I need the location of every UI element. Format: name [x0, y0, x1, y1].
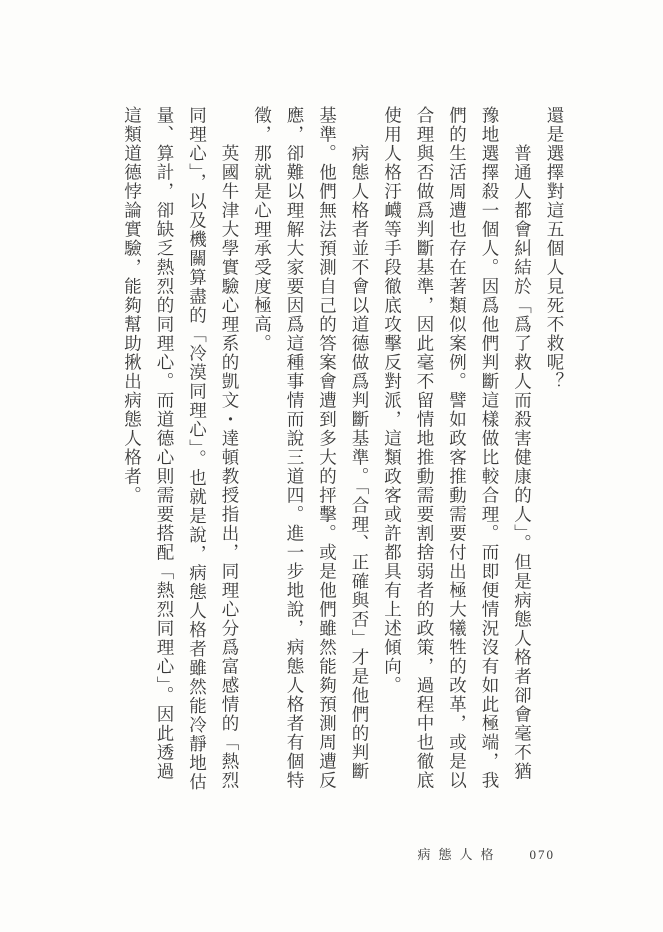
paragraph: 普通人都會糾結於「爲了救人而殺害健康的人」。但是病態人格者卻會毫不猶豫地選擇殺一個人。因爲他們判斷這樣做比較合理。而即便情況沒有如此極端，我們的生活周遭也存在著類似案例。譬如政客推動需要付出極大犧牲的改革，或是以合理與否做爲判斷基準，因此毫不留情地推動需要割捨弱者的政策，過程中也徹底使用人格汙衊等手段徹底攻擊反對派，這類政客或許都具有上述傾向。: [382, 106, 533, 790]
paragraph-question: 還是選擇對這五個人見死不救呢？: [545, 106, 565, 391]
page-footer: [417, 844, 555, 863]
running-title: 病態人格: [417, 847, 502, 862]
paragraph: 英國牛津大學實驗心理系的凱文・達頓教授指出，同理心分爲富感情的「熱烈同理心」，以及機關算盡的「冷漠同理心」。也就是說，病態人格者雖然能冷靜地估量、算計，卻缺乏熱烈的同理心。而道德心則需要搭配「熱烈同理心」。因此透過這類道德悖論實驗，能夠幫助揪出病態人格者。: [122, 106, 240, 792]
paragraph: 病態人格者並不會以道德做爲判斷基準。「合理、正確與否」才是他們的判斷基準。他們無法預測自己的答案會遭到多大的抨擊。或是他們雖然能夠預測周遭反應，卻難以理解大家要因爲這種事情而說三道四。進一步地說，病態人格者有個特徵，那就是心理承受度極高。: [252, 106, 370, 790]
page-number: 070: [529, 847, 555, 862]
body-text-block: [116, 106, 571, 800]
